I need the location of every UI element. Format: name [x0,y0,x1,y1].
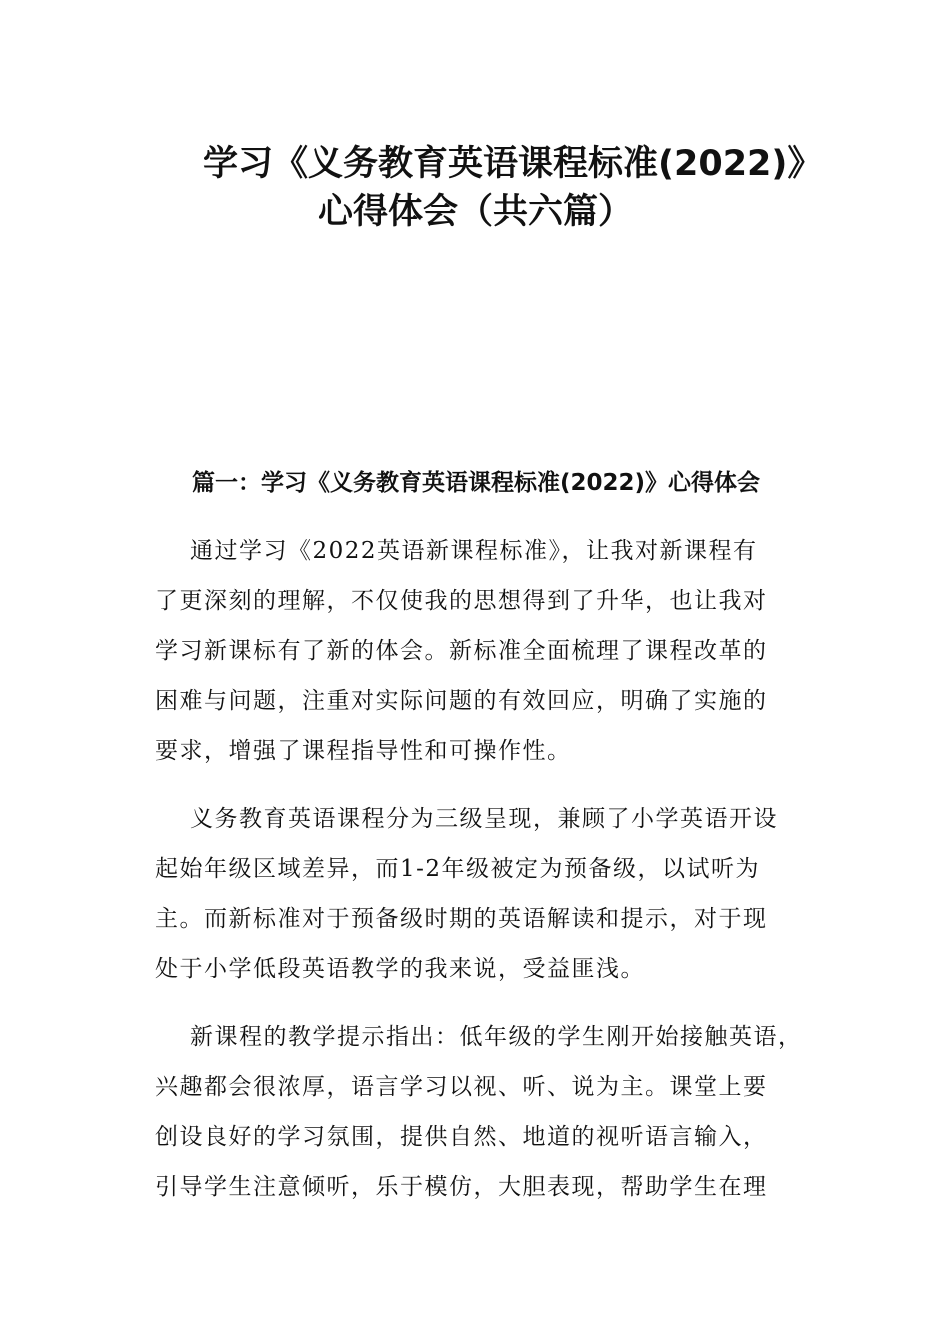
section-heading: 篇一：学习《义务教育英语课程标准(2022)》心得体会 [192,470,761,496]
paragraph-line: 主。而新标准对于预备级时期的英语解读和提示，对于现 [155,906,768,932]
paragraph-line: 引导学生注意倾听，乐于模仿，大胆表现，帮助学生在理 [155,1174,768,1200]
paragraph-line: 要求，增强了课程指导性和可操作性。 [155,738,572,764]
document-title-line-1: 学习《义务教育英语课程标准(2022)》 [203,144,823,184]
paragraph-line: 创设良好的学习氛围，提供自然、地道的视听语言输入， [155,1124,768,1150]
paragraph-line: 通过学习《2022英语新课程标准》，让我对新课程有 [190,538,758,564]
paragraph-line: 学习新课标有了新的体会。新标准全面梳理了课程改革的 [155,638,768,664]
paragraph-line: 处于小学低段英语教学的我来说，受益匪浅。 [155,956,645,982]
paragraph-line: 了更深刻的理解，不仅使我的思想得到了升华，也让我对 [155,588,768,614]
document-title-line-2: 心得体会（共六篇） [318,192,634,232]
paragraph-line: 兴趣都会很浓厚，语言学习以视、听、说为主。课堂上要 [155,1074,768,1100]
paragraph-line: 义务教育英语课程分为三级呈现，兼顾了小学英语开设 [190,806,778,832]
paragraph-line: 困难与问题，注重对实际问题的有效回应，明确了实施的 [155,688,768,714]
paragraph-line: 起始年级区域差异，而1-2年级被定为预备级，以试听为 [155,856,761,882]
paragraph-line: 新课程的教学提示指出：低年级的学生刚开始接触英语， [190,1024,803,1050]
